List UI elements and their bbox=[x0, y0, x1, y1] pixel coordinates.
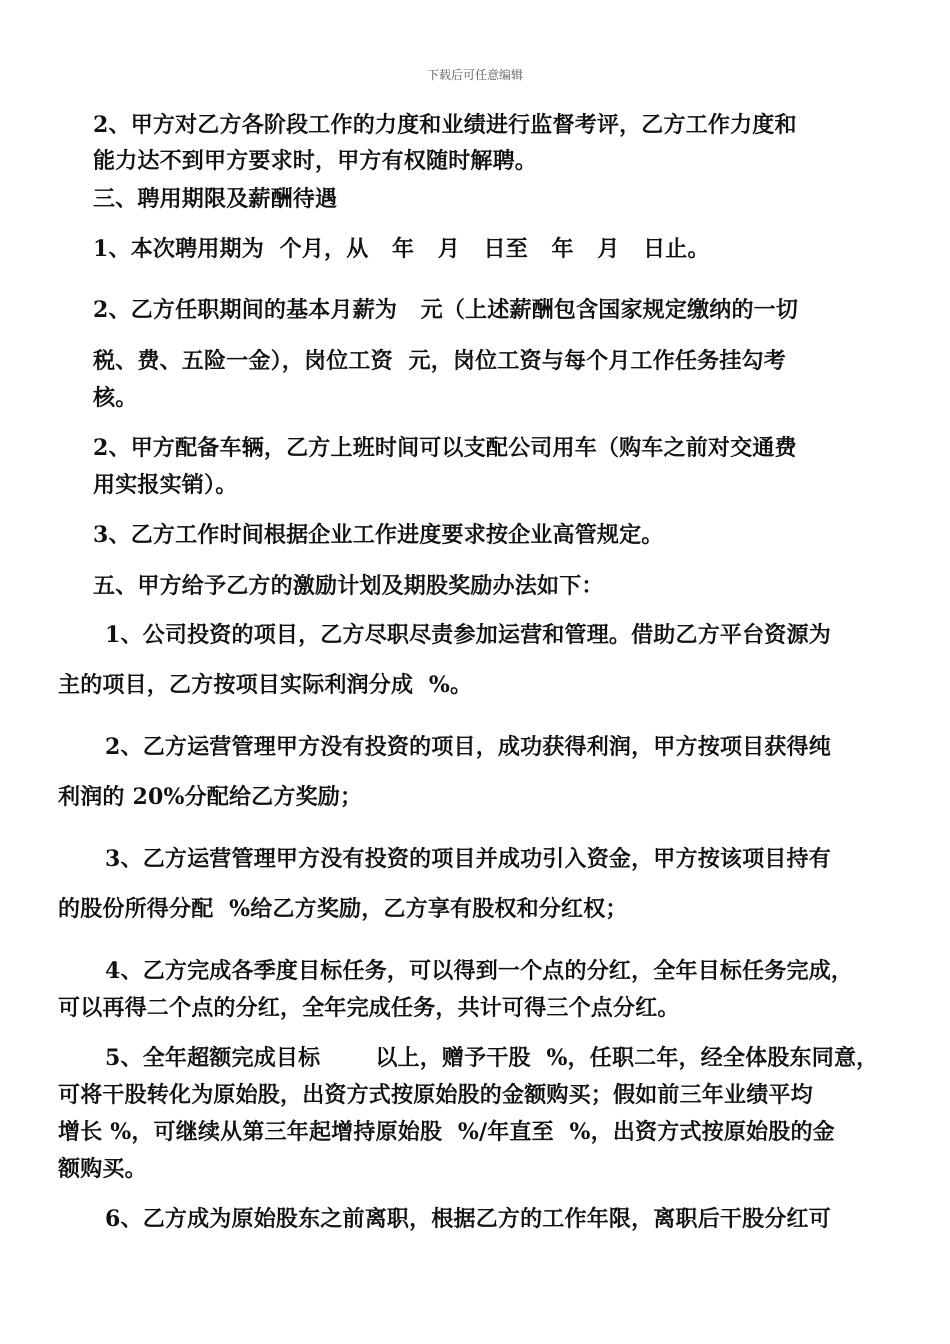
paragraph-line: 的股份所得分配 %给乙方奖励，乙方享有股权和分红权； bbox=[58, 896, 628, 922]
paragraph-line: 2、甲方配备车辆，乙方上班时间可以支配公司用车（购车之前对交通费 bbox=[93, 435, 797, 461]
paragraph-line: 用实报实销）。 bbox=[93, 472, 238, 498]
paragraph-line: 1、本次聘用期为 个月，从 年 月 日至 年 月 日止。 bbox=[93, 236, 710, 262]
section-heading: 三、聘用期限及薪酬待遇 bbox=[93, 186, 338, 212]
paragraph-line: 税、费、五险一金），岗位工资 元，岗位工资与每个月工作任务挂勾考 bbox=[93, 348, 786, 374]
paragraph-line: 可将干股转化为原始股，出资方式按原始股的金额购买；假如前三年业绩平均 bbox=[58, 1082, 813, 1108]
paragraph-line: 2、乙方任职期间的基本月薪为 元（上述薪酬包含国家规定缴纳的一切 bbox=[93, 297, 799, 323]
paragraph-line: 核。 bbox=[93, 385, 138, 411]
paragraph-line: 1、公司投资的项目，乙方尽职尽责参加运营和管理。借助乙方平台资源为 bbox=[105, 622, 831, 648]
paragraph-line: 2、甲方对乙方各阶段工作的力度和业绩进行监督考评，乙方工作力度和 bbox=[93, 112, 797, 138]
paragraph-line: 4、乙方完成各季度目标任务，可以得到一个点的分红，全年目标任务完成， bbox=[105, 958, 854, 984]
section-heading: 五、甲方给予乙方的激励计划及期股奖励办法如下： bbox=[93, 573, 604, 599]
paragraph-line: 增长 %，可继续从第三年起增持原始股 %/年直至 %，出资方式按原始股的金 bbox=[58, 1119, 835, 1145]
paragraph-line: 利润的 20%分配给乙方奖励； bbox=[58, 784, 363, 810]
paragraph-line: 3、乙方运营管理甲方没有投资的项目并成功引入资金，甲方按该项目持有 bbox=[105, 846, 831, 872]
paragraph-line: 能力达不到甲方要求时，甲方有权随时解聘。 bbox=[93, 148, 538, 174]
paragraph-line: 3、乙方工作时间根据企业工作进度要求按企业高管规定。 bbox=[93, 522, 664, 548]
paragraph-line: 可以再得二个点的分红，全年完成任务，共计可得三个点分红。 bbox=[58, 995, 680, 1021]
paragraph-line: 5、全年超额完成目标 以上，赠予干股 %，任职二年，经全体股东同意， bbox=[105, 1045, 879, 1071]
page-header: 下载后可任意编辑 bbox=[426, 68, 523, 82]
paragraph-line: 额购买。 bbox=[58, 1156, 147, 1182]
paragraph-line: 主的项目，乙方按项目实际利润分成 %。 bbox=[58, 672, 473, 698]
paragraph-line: 6、乙方成为原始股东之前离职，根据乙方的工作年限，离职后干股分红可 bbox=[105, 1206, 831, 1232]
paragraph-line: 2、乙方运营管理甲方没有投资的项目，成功获得利润，甲方按项目获得纯 bbox=[105, 734, 831, 760]
